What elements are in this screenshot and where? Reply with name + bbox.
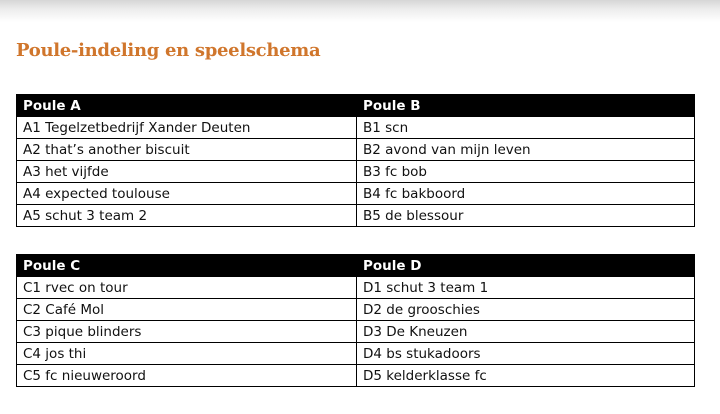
table-row — [17, 117, 695, 139]
team-cell: D3 De Kneuzen — [357, 321, 695, 343]
header-poule-c: Poule C — [17, 255, 357, 277]
table-row — [17, 365, 695, 387]
team-cell: C2 Café Mol — [17, 299, 357, 321]
poule-table-c-d — [16, 254, 695, 387]
table-header-row — [17, 95, 695, 117]
table-row — [17, 299, 695, 321]
header-poule-a: Poule A — [17, 95, 357, 117]
team-cell: A1 Tegelzetbedrijf Xander Deuten — [17, 117, 357, 139]
table-header-row — [17, 255, 695, 277]
table-row — [17, 277, 695, 299]
poule-table-a-b — [16, 94, 695, 227]
team-cell: C4 jos thi — [17, 343, 357, 365]
team-cell: B1 scn — [357, 117, 695, 139]
team-cell: A4 expected toulouse — [17, 183, 357, 205]
header-poule-b: Poule B — [357, 95, 695, 117]
team-cell: B5 de blessour — [357, 205, 695, 227]
team-cell: D1 schut 3 team 1 — [357, 277, 695, 299]
table-row — [17, 205, 695, 227]
team-cell: A5 schut 3 team 2 — [17, 205, 357, 227]
team-cell: B3 fc bob — [357, 161, 695, 183]
team-cell: C5 fc nieuweroord — [17, 365, 357, 387]
team-cell: D2 de grooschies — [357, 299, 695, 321]
team-cell: A3 het vijfde — [17, 161, 357, 183]
team-cell: D4 bs stukadoors — [357, 343, 695, 365]
team-cell: D5 kelderklasse fc — [357, 365, 695, 387]
table-row — [17, 161, 695, 183]
team-cell: A2 that’s another biscuit — [17, 139, 357, 161]
table-row — [17, 139, 695, 161]
table-row — [17, 343, 695, 365]
table-row — [17, 183, 695, 205]
header-poule-d: Poule D — [357, 255, 695, 277]
window-top-shadow — [0, 0, 720, 22]
team-cell: C1 rvec on tour — [17, 277, 357, 299]
team-cell: C3 pique blinders — [17, 321, 357, 343]
table-row — [17, 321, 695, 343]
team-cell: B4 fc bakboord — [357, 183, 695, 205]
team-cell: B2 avond van mijn leven — [357, 139, 695, 161]
page-title: Poule-indeling en speelschema — [16, 40, 321, 61]
